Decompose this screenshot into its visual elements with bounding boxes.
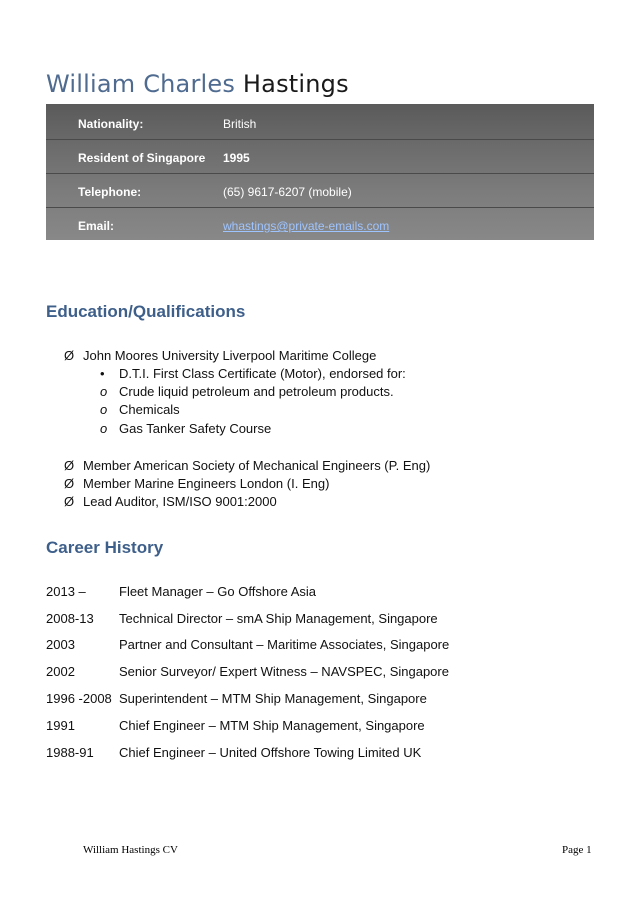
circle-bullet-icon: o — [100, 384, 108, 399]
career-entry — [46, 745, 421, 760]
career-entry — [46, 584, 316, 599]
endorsement-item — [100, 402, 180, 417]
career-years: 2008-13 — [46, 611, 94, 626]
career-years: 1988-91 — [46, 745, 94, 760]
career-entry — [46, 718, 425, 733]
education-item-text: Member Marine Engineers London (I. Eng) — [83, 476, 330, 491]
career-role: Chief Engineer – United Offshore Towing Limited UK — [119, 745, 422, 760]
education-item — [64, 458, 430, 473]
arrow-bullet-icon: Ø — [64, 458, 75, 473]
arrow-bullet-icon: Ø — [64, 348, 75, 363]
cv-name — [46, 70, 349, 98]
circle-bullet-icon: o — [100, 402, 108, 417]
circle-bullet-icon: o — [100, 421, 108, 436]
education-item-text: John Moores University Liverpool Maritime College — [83, 348, 377, 363]
nationality-value: British — [223, 117, 257, 131]
telephone-row — [78, 174, 578, 210]
education-heading: Education/Qualifications — [46, 302, 246, 321]
endorsement-text: Chemicals — [119, 402, 180, 417]
certificate-text: D.T.I. First Class Certificate (Motor), endorsed for: — [119, 366, 406, 381]
career-entry — [46, 637, 449, 652]
last-name: Hastings — [242, 70, 349, 98]
career-years: 2013 – — [46, 584, 86, 599]
contact-info-box — [46, 104, 594, 240]
certificate-item — [100, 366, 406, 381]
education-item-text: Member American Society of Mechanical Engineers (P. Eng) — [83, 458, 431, 473]
page-number: Page 1 — [562, 844, 592, 856]
arrow-bullet-icon: Ø — [64, 476, 75, 491]
residence-label: Resident of Singapore — [78, 151, 206, 165]
telephone-value: (65) 9617-6207 (mobile) — [223, 185, 352, 199]
career-heading: Career History — [46, 538, 164, 557]
dot-bullet-icon: • — [100, 366, 105, 381]
endorsement-text: Crude liquid petroleum and petroleum products. — [119, 384, 394, 399]
career-years: 1996 -2008 — [46, 691, 112, 706]
email-label: Email: — [78, 219, 115, 233]
endorsement-item — [100, 384, 394, 399]
residence-value: 1995 — [223, 151, 250, 165]
education-item — [64, 348, 376, 363]
education-item — [64, 476, 329, 491]
endorsement-text: Gas Tanker Safety Course — [119, 421, 272, 436]
career-role: Fleet Manager – Go Offshore Asia — [119, 584, 317, 599]
career-years: 1991 — [46, 718, 75, 733]
career-role: Technical Director – smA Ship Management, Singapore — [119, 611, 438, 626]
career-role: Superintendent – MTM Ship Management, Singapore — [119, 691, 427, 706]
nationality-label: Nationality: — [78, 117, 144, 131]
nationality-row — [78, 106, 578, 142]
career-years: 2003 — [46, 637, 75, 652]
career-entry — [46, 664, 449, 679]
career-entry — [46, 611, 438, 626]
career-role: Partner and Consultant – Maritime Associates, Singapore — [119, 637, 450, 652]
arrow-bullet-icon: Ø — [64, 494, 75, 509]
first-names: William Charles — [46, 70, 236, 98]
career-role: Senior Surveyor/ Expert Witness – NAVSPEC, Singapore — [119, 664, 449, 679]
email-row — [78, 208, 578, 244]
endorsement-item — [100, 421, 271, 436]
education-item-text: Lead Auditor, ISM/ISO 9001:2000 — [83, 494, 277, 509]
residence-row — [78, 140, 578, 176]
career-role: Chief Engineer – MTM Ship Management, Singapore — [119, 718, 425, 733]
career-years: 2002 — [46, 664, 75, 679]
telephone-label: Telephone: — [78, 185, 142, 199]
career-entry — [46, 691, 427, 706]
footer-title: William Hastings CV — [83, 844, 178, 856]
email-link[interactable]: whastings@private-emails.com — [223, 219, 390, 233]
education-item — [64, 494, 277, 509]
